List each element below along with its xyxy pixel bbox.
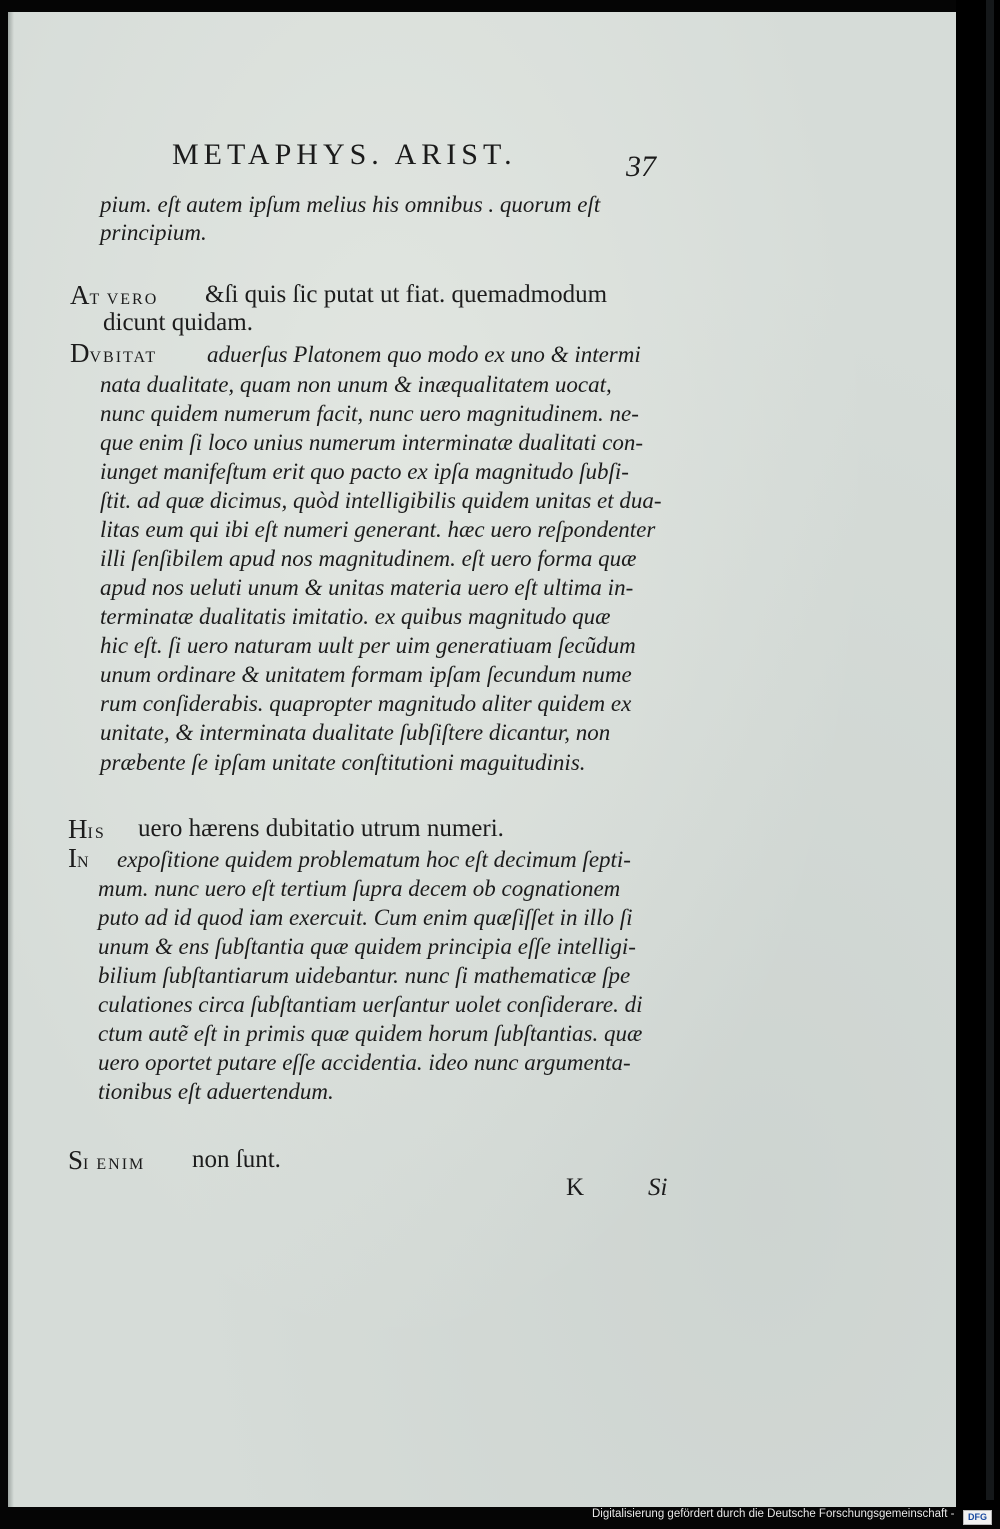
text-line: &ſi quis ſic putat ut fiat. quemadmodum xyxy=(205,281,608,308)
lemma-smallcaps: T VERO xyxy=(89,291,159,308)
page-gutter-shadow xyxy=(8,12,14,1507)
lemma-heading xyxy=(68,843,91,878)
lemma-initial: I xyxy=(68,843,77,873)
text-line: rum conſiderabis. quapropter magnitudo aliter quidem ex xyxy=(100,691,632,716)
text-line: aduerſus Platonem quo modo ex uno & intermi xyxy=(207,342,641,367)
lemma-smallcaps: VBITAT xyxy=(89,349,158,366)
text-line: que enim ſi loco unius numerum interminatæ dualitati con- xyxy=(100,430,644,455)
lemma-initial: A xyxy=(70,280,90,310)
scan-border-strip xyxy=(986,0,994,1500)
page-number: 37 xyxy=(626,150,656,183)
text-line: unitate, & interminata dualitate ſubſiſtere dicantur, non xyxy=(100,720,611,745)
lemma-smallcaps: IS xyxy=(87,825,106,842)
lemma-heading xyxy=(68,1145,145,1180)
lemma-initial: S xyxy=(68,1145,84,1175)
text-line: culationes circa ſubſtantiam uerſantur uolet conſiderare. di xyxy=(98,992,643,1017)
text-line: non ſunt. xyxy=(192,1146,281,1173)
text-line: dicunt quidam. xyxy=(103,309,253,336)
text-line: unum ordinare & unitatem formam ipſam ſecundum nume xyxy=(100,662,632,687)
text-line: uero hærens dubitatio utrum numeri. xyxy=(138,815,504,842)
lemma-smallcaps: I ENIM xyxy=(83,1156,146,1173)
text-line: tionibus eſt aduertendum. xyxy=(98,1079,334,1104)
digitization-credit: Digitalisierung gefördert durch die Deutsche Forschungsgemeinschaft - xyxy=(592,1508,955,1520)
text-line: iunget manifeſtum erit quo pacto ex ipſa magnitudo ſubſi- xyxy=(100,459,629,484)
text-line: terminatæ dualitatis imitatio. ex quibus magnitudo quæ xyxy=(100,604,611,629)
text-line: puto ad id quod iam exercuit. Cum enim quæſiſſet in illo ſi xyxy=(98,905,633,930)
text-line: mum. nunc uero eſt tertium ſupra decem ob cognationem xyxy=(98,876,621,901)
text-line: expoſitione quidem problematum hoc eſt decimum ſepti- xyxy=(117,847,631,872)
text-line: illi ſenſibilem apud nos magnitudinem. eſt uero forma quæ xyxy=(100,546,637,571)
lemma-initial: D xyxy=(70,338,90,368)
running-title: METAPHYS. ARIST. xyxy=(172,138,517,171)
signature-mark: K xyxy=(566,1174,585,1201)
text-line: unum & ens ſubſtantia quæ quidem principia eſſe intelligi- xyxy=(98,934,636,959)
text-line: ſtit. ad quæ dicimus, quòd intelligibilis quidem unitas et dua- xyxy=(100,488,662,513)
text-line: præbente ſe ipſam unitate conſtitutioni maguitudinis. xyxy=(100,750,586,775)
text-line: uero oportet putare eſſe accidentia. ideo nunc argumenta- xyxy=(98,1050,631,1075)
text-line: bilium ſubſtantiarum uidebantur. nunc ſi mathematicæ ſpe xyxy=(98,963,631,988)
text-line: nata dualitate, quam non unum & inæqualitatem uocat, xyxy=(100,372,612,397)
text-line: nunc quidem numerum facit, nunc uero magnitudinem. ne- xyxy=(100,401,639,426)
text-line: principium. xyxy=(100,220,207,245)
text-line: litas eum qui ibi eſt numeri generant. hæc uero reſpondenter xyxy=(100,517,656,542)
catchword: Si xyxy=(648,1174,668,1201)
text-line: hic eſt. ſi uero naturam uult per uim generatiuam ſecũdum xyxy=(100,633,636,658)
text-line: pium. eſt autem ipſum melius his omnibus . quorum eſt xyxy=(100,192,601,217)
lemma-initial: H xyxy=(68,814,88,844)
text-line: ctum autẽ eſt in primis quæ quidem horum ſubſtantias. quæ xyxy=(98,1021,643,1046)
lemma-heading xyxy=(70,338,157,373)
lemma-smallcaps: N xyxy=(77,854,91,871)
dfg-logo: DFG xyxy=(963,1510,992,1525)
text-line: apud nos ueluti unum & unitas materia uero eſt ultima in- xyxy=(100,575,634,600)
